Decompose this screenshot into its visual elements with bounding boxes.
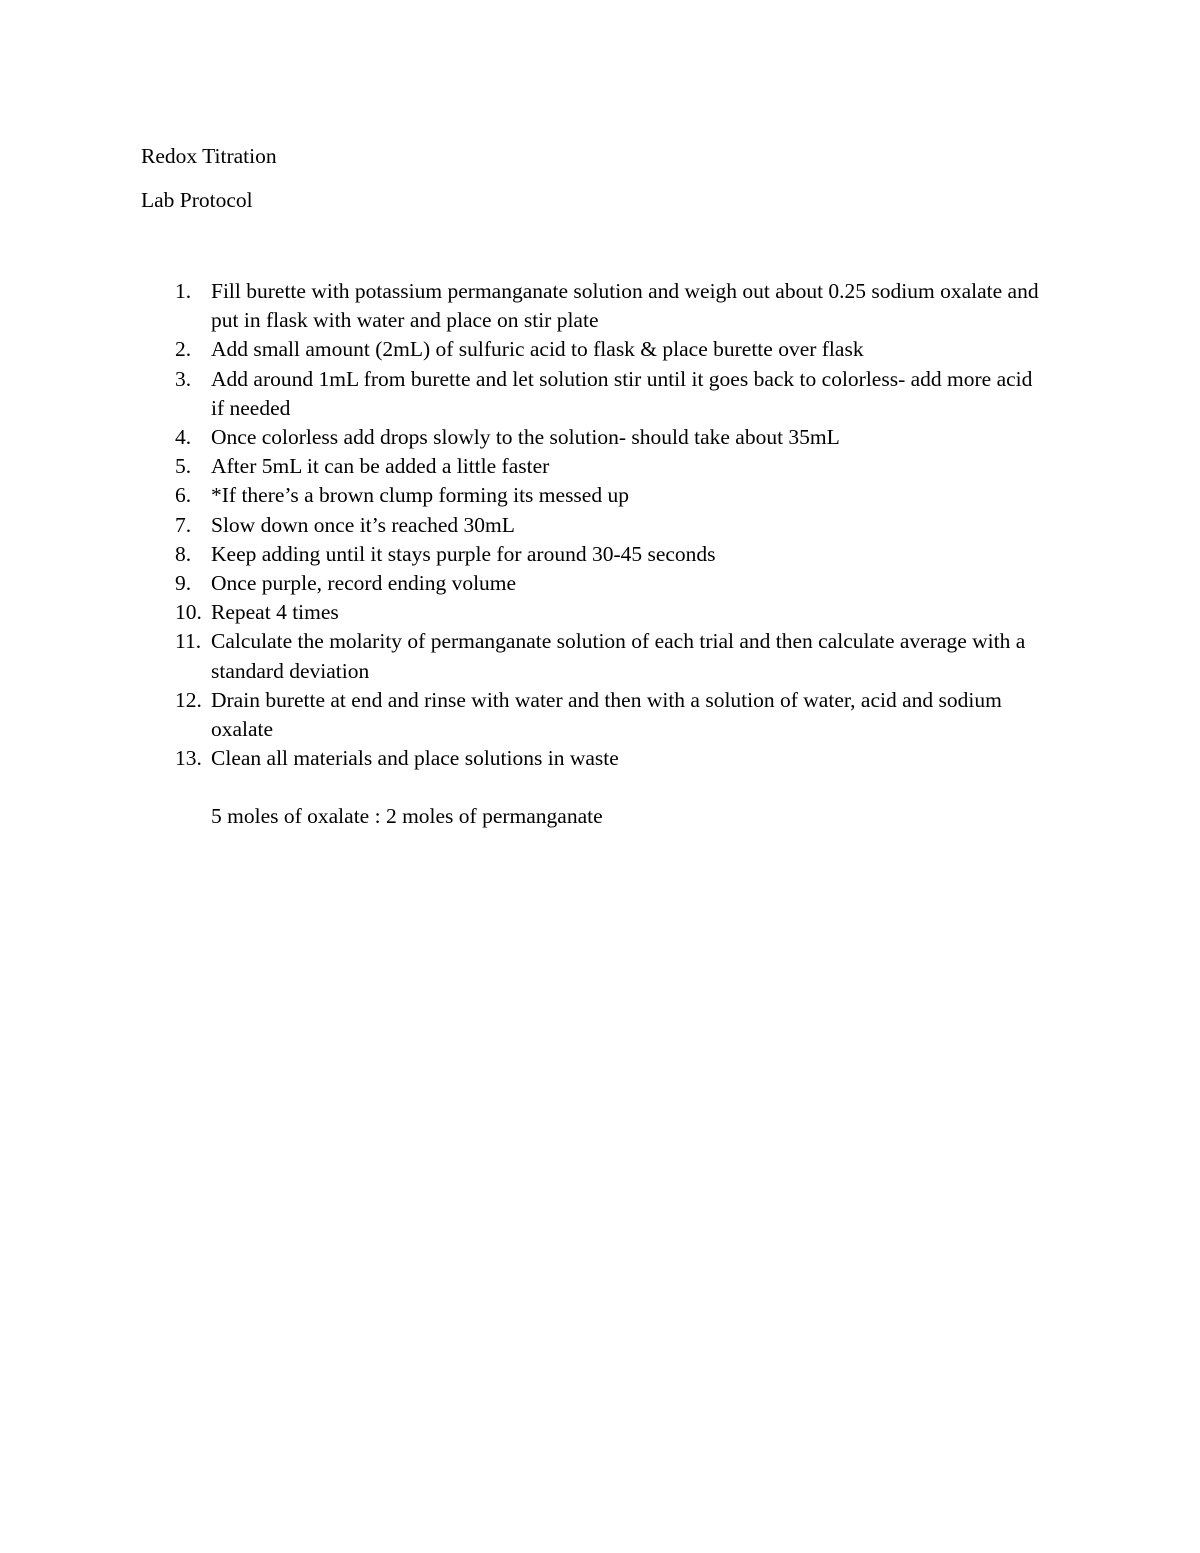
protocol-step — [175, 365, 1045, 423]
step-number: 2. — [175, 337, 192, 362]
protocol-step — [175, 452, 1045, 481]
step-number: 9. — [175, 571, 192, 596]
step-text: Add small amount (2mL) of sulfuric acid to flask & place burette over flask — [211, 337, 864, 362]
step-number: 6. — [175, 483, 192, 508]
step-number: 4. — [175, 425, 192, 450]
document-title: Redox Titration — [141, 144, 277, 168]
mole-ratio-note: 5 moles of oxalate : 2 moles of permanganate — [211, 804, 603, 828]
step-number: 1. — [175, 279, 192, 303]
step-number: 13. — [175, 746, 202, 771]
step-number: 12. — [175, 687, 202, 712]
protocol-step — [175, 686, 1045, 744]
protocol-step — [175, 511, 1045, 540]
step-text: Repeat 4 times — [211, 600, 339, 625]
protocol-steps-list — [175, 277, 1045, 773]
step-number: 8. — [175, 541, 192, 566]
step-number: 5. — [175, 454, 192, 479]
step-number: 11. — [175, 629, 202, 654]
step-text: Once colorless add drops slowly to the solution- should take about 35mL — [211, 425, 840, 450]
step-text: After 5mL it can be added a little faster — [211, 454, 550, 479]
step-text: Keep adding until it stays purple for around 30-45 seconds — [211, 541, 716, 566]
protocol-step — [175, 540, 1045, 569]
step-text: *If there’s a brown clump forming its messed up — [211, 483, 629, 508]
protocol-step — [175, 423, 1045, 452]
step-text: Once purple, record ending volume — [211, 571, 517, 596]
step-text: Fill burette with potassium permanganate solution and weigh out about 0.25 sodium oxalate and put in flask with water and place on stir plate — [211, 279, 1039, 333]
step-number: 10. — [175, 600, 202, 625]
step-text: Clean all materials and place solutions in waste — [211, 746, 619, 771]
protocol-step — [175, 481, 1045, 510]
protocol-step — [175, 627, 1045, 685]
step-text: Slow down once it’s reached 30mL — [211, 512, 515, 537]
document-subtitle: Lab Protocol — [141, 188, 253, 212]
step-text: Add around 1mL from burette and let solution stir until it goes back to colorless- add more acid if needed — [211, 366, 1033, 420]
protocol-step — [175, 569, 1045, 598]
protocol-step — [175, 598, 1045, 627]
protocol-step — [175, 744, 1045, 773]
step-text: Drain burette at end and rinse with water and then with a solution of water, acid and sodium oxalate — [211, 687, 1002, 742]
step-number: 3. — [175, 366, 192, 391]
protocol-step — [175, 277, 1045, 335]
step-number: 7. — [175, 512, 192, 537]
protocol-step — [175, 335, 1045, 364]
step-text: Calculate the molarity of permanganate solution of each trial and then calculate average with a standard deviation — [211, 629, 1026, 683]
